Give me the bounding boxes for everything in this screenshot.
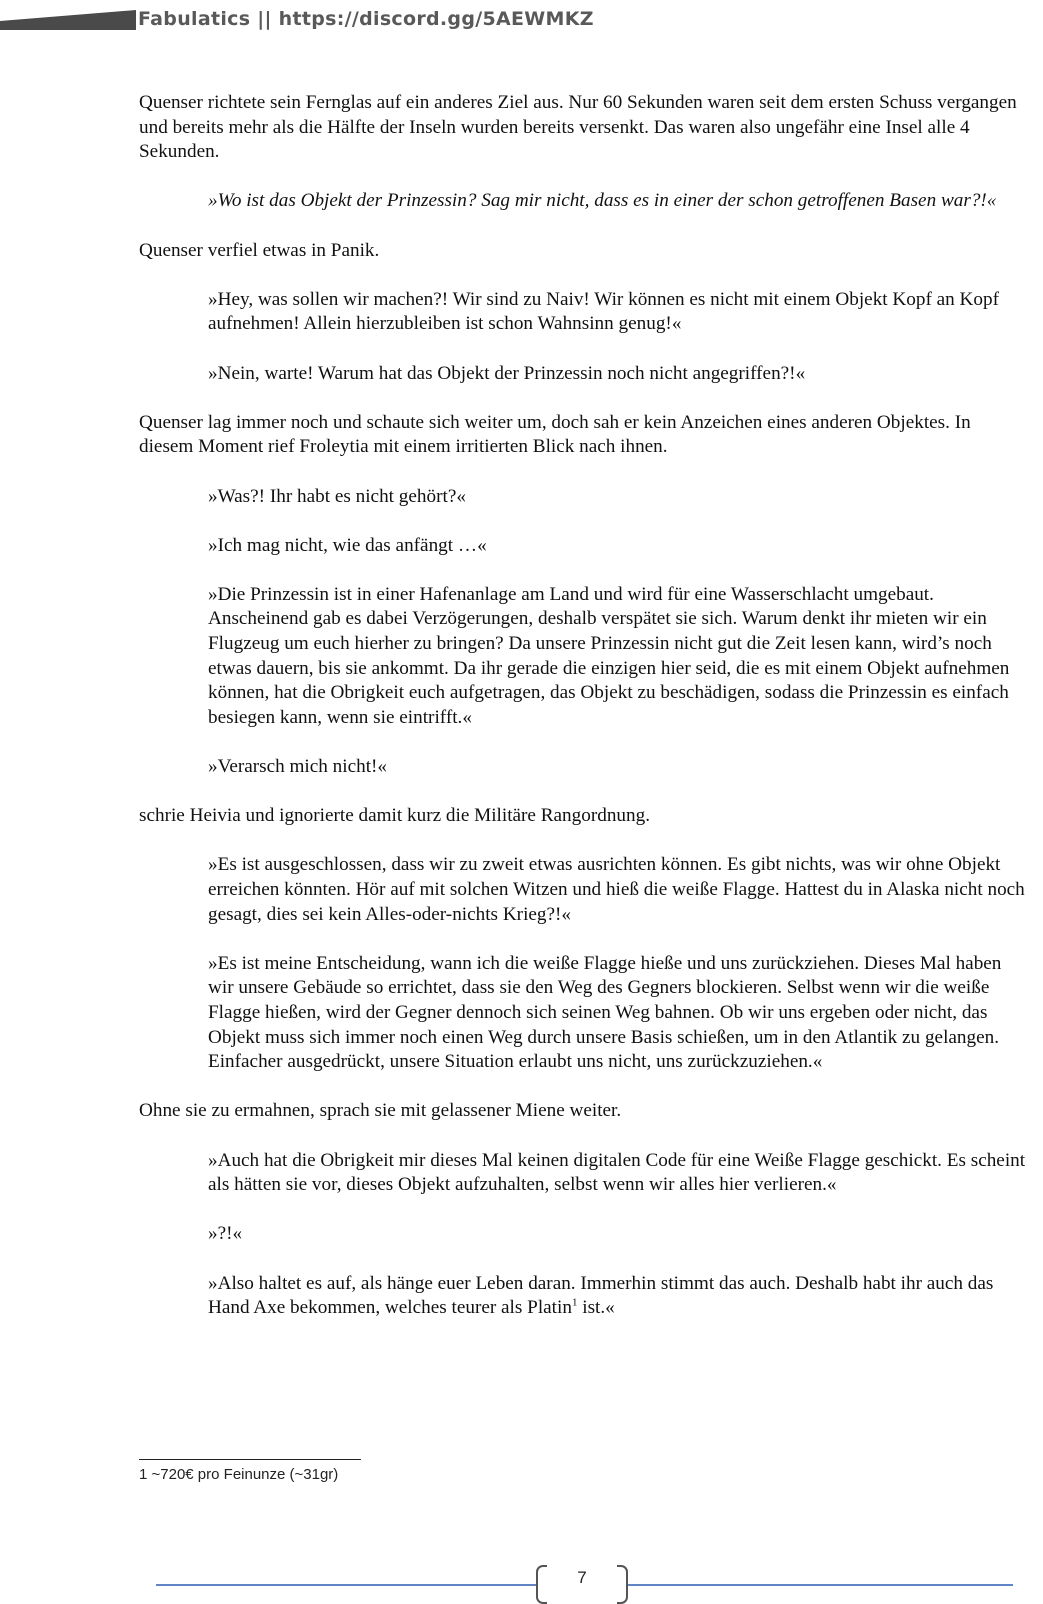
footnote-reference[interactable]: 1 [571, 1296, 578, 1309]
dialogue-paragraph: »Was?! Ihr habt es nicht gehört?« [208, 485, 466, 507]
header-text: Fabulatics || https://discord.gg/5AEWMKZ [138, 8, 594, 30]
paragraph: Ohne sie zu ermahnen, sprach sie mit gelassener Miene weiter. [139, 1100, 622, 1122]
dialogue-paragraph: »Verarsch mich nicht!« [208, 756, 388, 778]
paragraph-text: ist.« [577, 1297, 615, 1319]
paragraph-text: »Also haltet es auf, als hänge euer Leben daran. Immerhin stimmt das auch. Deshalb habt ihr auch das Hand Axe bekommen, welches teurer als Platin [208, 1272, 994, 1319]
dialogue-paragraph: »?!« [208, 1223, 243, 1245]
page-number: 7 [577, 1568, 587, 1587]
paragraph: Quenser lag immer noch und schaute sich weiter um, doch sah er kein Anzeichen eines anderen Objektes. In diesem Moment rief Froleytia mit einem irritierten Blick nach ihnen. [139, 411, 971, 458]
dialogue-paragraph: »Ich mag nicht, wie das anfängt …« [208, 534, 487, 556]
footnote-divider [139, 1459, 361, 1460]
dialogue-paragraph: »Wo ist das Objekt der Prinzessin? Sag mir nicht, dass es in einer der schon getroffenen Basen war?!« [208, 190, 997, 212]
page-number-bracket-left [536, 1565, 547, 1604]
footnote: 1 ~720€ pro Feinunze (~31gr) [139, 1466, 339, 1483]
dialogue-paragraph: »Nein, warte! Warum hat das Objekt der Prinzessin noch nicht angegriffen?!« [208, 362, 806, 384]
dialogue-paragraph [208, 1272, 1029, 1321]
paragraph: Quenser richtete sein Fernglas auf ein anderes Ziel aus. Nur 60 Sekunden waren seit dem ersten Schuss vergangen und bereits mehr als die Hälfte der Inseln wurden bereits versenkt. Das waren also ungefähr eine Insel alle 4 Sekunden. [139, 92, 1017, 163]
paragraph: Quenser verfiel etwas in Panik. [139, 239, 380, 261]
page-number-bracket-right [617, 1565, 628, 1604]
dialogue-paragraph: »Die Prinzessin ist in einer Hafenanlage am Land und wird für eine Wasserschlacht umgebaut. Anscheinend gab es dabei Verzögerungen, deshalb verspätet sie sich. Warum denkt ihr mieten wir ein Flugzeug um euch hierher zu bringen? Da unsere Prinzessin nicht gut die Zeit lesen kann, wird’s noch etwas dauern, bis sie ankommt. Da ihr gerade die einzigen hier seid, die es mit einem Objekt aufnehmen können, hat die Obrigkeit euch aufgetragen, das Objekt zu beschädigen, sodass die Prinzessin es einfach besiegen kann, wenn sie eintrifft.« [208, 583, 1010, 728]
dialogue-paragraph: »Hey, was sollen wir machen?! Wir sind zu Naiv! Wir können es nicht mit einem Objekt Kopf an Kopf aufnehmen! Allein hierzubleiben ist schon Wahnsinn genug!« [208, 288, 999, 335]
dialogue-paragraph: »Auch hat die Obrigkeit mir dieses Mal keinen digitalen Code für eine Weiße Flagge geschickt. Es scheint als hätten sie vor, dieses Objekt aufzuhalten, selbst wenn wir alles hier verlieren.« [208, 1149, 1026, 1196]
header-bar [0, 10, 136, 30]
footer-line-left [156, 1584, 536, 1586]
body-text [139, 91, 1029, 1345]
dialogue-paragraph: »Es ist meine Entscheidung, wann ich die weiße Flagge hieße und uns zurückziehen. Dieses Mal haben wir unsere Gebäude so errichtet, dass sie den Weg des Gegners blockieren. Selbst wenn wir die weiße Flagge hießen, wird der Gegner dennoch sich seinen Weg bahnen. Ob wir uns ergeben oder nicht, das Objekt muss sich immer noch einen Weg durch unsere Basis schießen, um in den Atlantik zu gelangen. Einfacher ausgedrückt, unsere Situation erlaubt uns nicht, uns zurückzuziehen.« [208, 952, 1002, 1073]
paragraph: schrie Heivia und ignorierte damit kurz die Militäre Rangordnung. [139, 805, 650, 827]
dialogue-paragraph: »Es ist ausgeschlossen, dass wir zu zweit etwas ausrichten können. Es gibt nichts, was wir ohne Objekt erreichen könnten. Hör auf mit solchen Witzen und hieß die weiße Flagge. Hattest du in Alaska nicht noch gesagt, dies sei kein Alles-oder-nichts Krieg?!« [208, 854, 1025, 925]
footer-line-right [626, 1584, 1013, 1586]
